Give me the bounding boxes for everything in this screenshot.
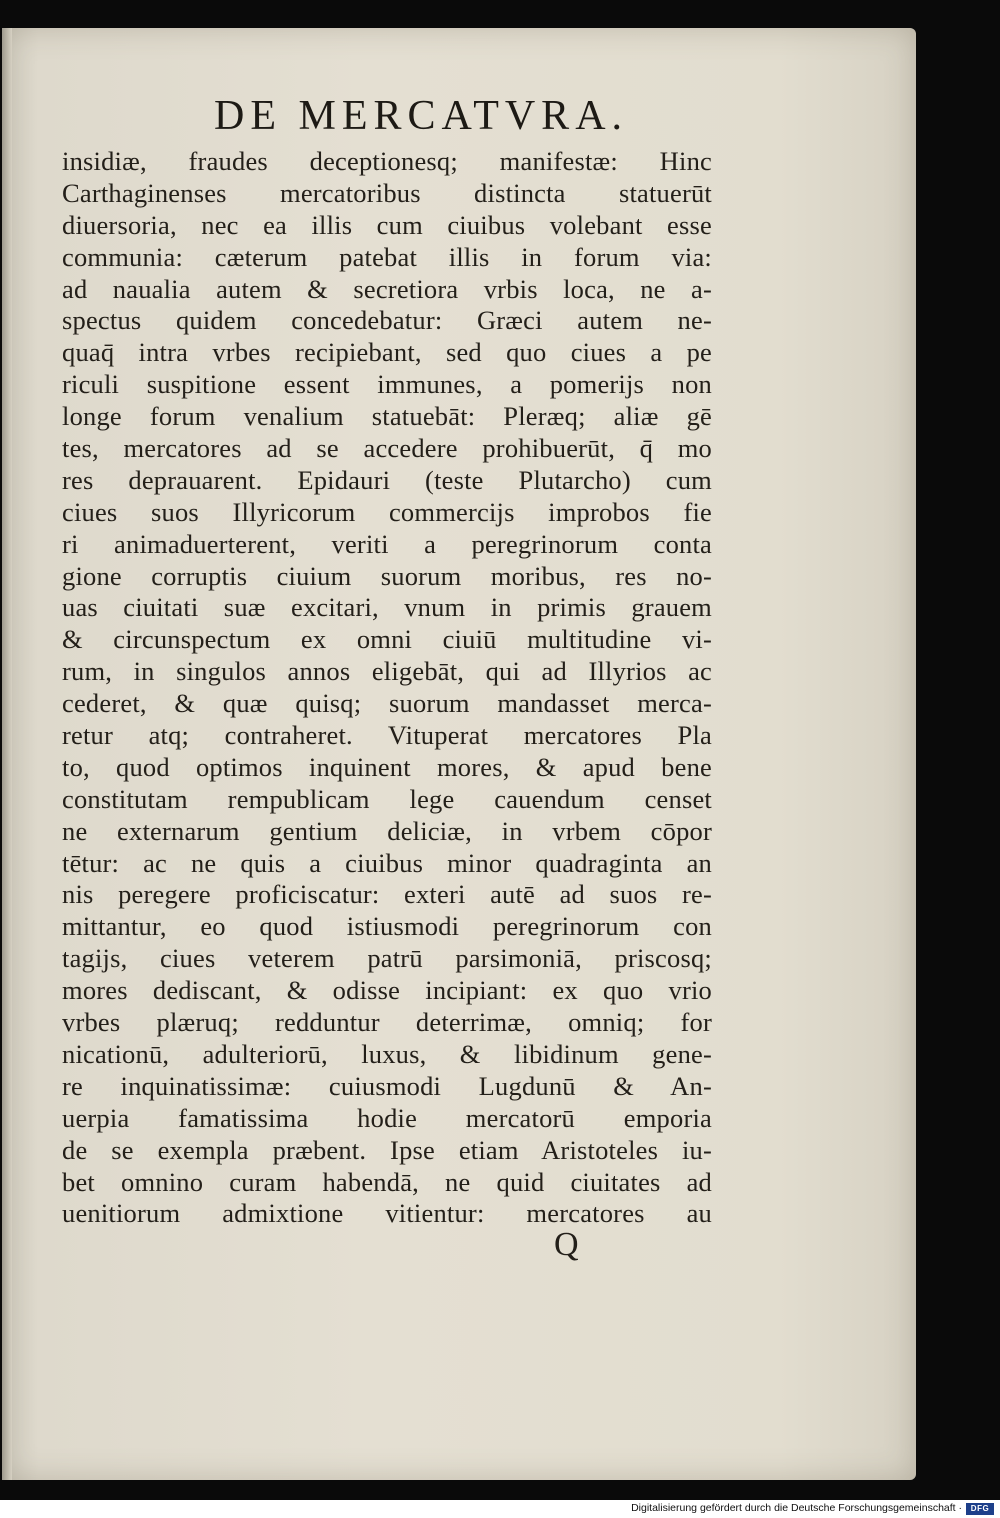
text-line: tētur: ac ne quis a ciuibus minor quadraginta an (62, 847, 712, 878)
text-line: to, quod optimos inquinent mores, & apud bene (62, 751, 712, 782)
text-line: communia: cæterum patebat illis in forum via: (62, 241, 712, 272)
funding-credit: Digitalisierung gefördert durch die Deutsche Forschungsgemeinschaft · (631, 1502, 962, 1514)
text-line: uas ciuitati suæ excitari, vnum in primis grauem (62, 592, 712, 623)
text-line: ciues suos Illyricorum commercijs improbos fie (62, 496, 712, 527)
text-line: quaq̄ intra vrbes recipiebant, sed quo ciues a pe (62, 337, 712, 368)
running-head: DE MERCATVRA. (214, 93, 629, 139)
text-line: spectus quidem concedebatur: Græci autem ne- (62, 305, 712, 336)
catchword: Q (554, 1226, 579, 1263)
text-line: ri animaduerterent, veriti a peregrinorum conta (62, 528, 712, 559)
text-line: de se exempla præbent. Ipse etiam Aristoteles iu- (62, 1134, 712, 1165)
dfg-logo-icon: DFG (966, 1503, 994, 1515)
text-line: uenitiorum admixtione vitientur: mercatores au (62, 1198, 712, 1229)
digitization-footer (0, 1500, 1000, 1518)
text-line: mittantur, eo quod istiusmodi peregrinorum con (62, 911, 712, 942)
text-line: nicationū, adulteriorū, luxus, & libidinum gene- (62, 1038, 712, 1069)
text-line: tes, mercatores ad se accedere prohibuerūt, q̄ mo (62, 433, 712, 464)
text-line: res deprauarent. Epidauri (teste Plutarcho) cum (62, 464, 712, 495)
text-line: & circunspectum ex omni ciuiū multitudine vi- (62, 624, 712, 655)
text-line: insidiæ, fraudes deceptionesq; manifestæ: Hinc (62, 146, 712, 176)
text-line: re inquinatissimæ: cuiusmodi Lugdunū & An- (62, 1070, 712, 1101)
text-line: cederet, & quæ quisq; suorum mandasset merca- (62, 688, 712, 719)
text-line: uerpia famatissima hodie mercatorū emporia (62, 1102, 712, 1133)
page-gutter-edge (2, 28, 12, 1480)
text-line: riculi suspitione essent immunes, a pomerijs non (62, 369, 712, 400)
text-line: bet omnino curam habendā, ne quid ciuitates ad (62, 1166, 712, 1197)
text-line: diuersoria, nec ea illis cum ciuibus volebant esse (62, 209, 712, 240)
text-line: rum, in singulos annos eligebāt, qui ad Illyrios ac (62, 656, 712, 687)
text-line: ne externarum gentium deliciæ, in vrbem cōpor (62, 815, 712, 846)
body-text (62, 146, 712, 1230)
text-line: retur atq; contraheret. Vituperat mercatores Pla (62, 720, 712, 751)
text-line: nis peregere proficiscatur: exteri autē ad suos re- (62, 879, 712, 910)
text-line: longe forum venalium statuebāt: Pleræq; aliæ gē (62, 401, 712, 432)
text-line: Carthaginenses mercatoribus distincta statuerūt (62, 177, 712, 208)
text-line: tagijs, ciues veterem patrū parsimoniā, priscosq; (62, 943, 712, 974)
text-line: mores dediscant, & odisse incipiant: ex quo vrio (62, 975, 712, 1006)
text-line: vrbes plæruq; redduntur deterrimæ, omniq; for (62, 1007, 712, 1038)
text-line: constitutam rempublicam lege cauendum censet (62, 783, 712, 814)
text-line: gione corruptis ciuium suorum moribus, res no- (62, 560, 712, 591)
text-line: ad naualia autem & secretiora vrbis loca, ne a- (62, 273, 712, 304)
